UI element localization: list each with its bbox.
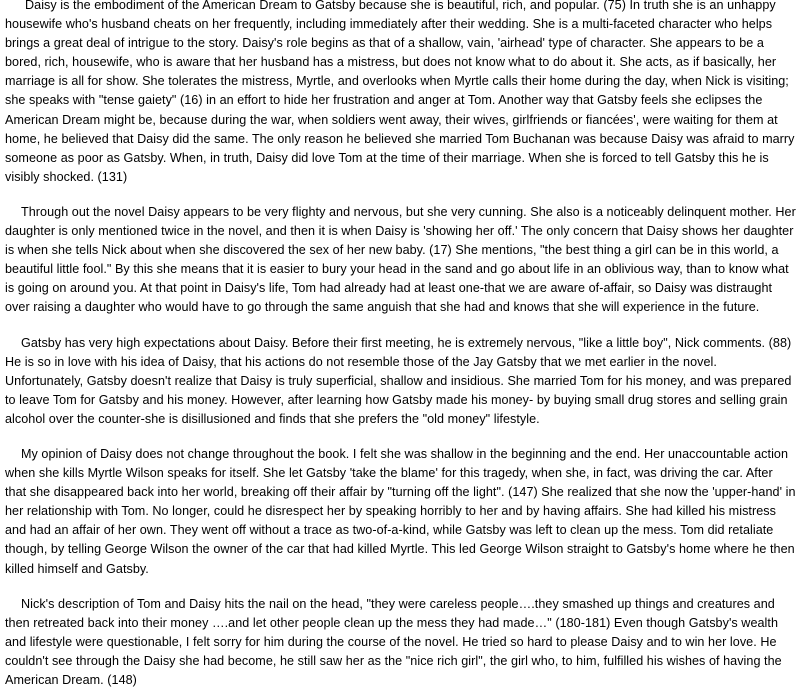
paragraph-gatsby-expectations: Gatsby has very high expectations about Daisy. Before their first meeting, he is extremely nervous, "like a little boy", Nick comments. (88) He is so in love with his idea of Daisy, that his actions do not resemble those of the Jay Gatsby that we met earlier in the novel. Unfortunately, Gatsby doesn't realize that Daisy is truly superficial, shallow and insidious. She married Tom for his money, and was prepared to leave Tom for Gatsby and his money. However, after learning how Gatsby made his money- by buying small drug stores and selling grain alcohol over the counter-she is disillusioned and finds that she prefers the "old money" lifestyle.	[5, 335, 792, 426]
paragraph-gap	[5, 579, 797, 595]
paragraph-gap	[5, 187, 797, 203]
paragraph-gap	[5, 429, 797, 445]
paragraph-daisy-american-dream: Daisy is the embodiment of the American Dream to Gatsby because she is beautiful, rich, and popular. (75) In truth she is an unhappy housewife who's husband cheats on her frequently, including immediately after their wedding. She is a multi-faceted character who helps brings a great deal of intrigue to the story. Daisy's role begins as that of a shallow, vain, 'airhead' type of character. She appears to be a bored, rich, housewife, who is aware that her husband has a mistress, but does not know what to do about it. She acts, as if basically, her marriage is all for show. She tolerates the mistress, Myrtle, and overlooks when Myrtle calls their home during the day, when Nick is visiting; she speaks with "tense gaiety" (16) in an effort to hide her frustration and anger at Tom. Another way that Gatsby feels she eclipses the American Dream might be, because during the war, when soldiers went away, their wives, girlfriends or fiancées', were waiting for them at home, he believed that Daisy did the same. The only reason he believed she married Tom Buchanan was because Daisy was afraid to marry someone as poor as Gatsby. When, in truth, Daisy did love Tom at the time of their marriage. When she is forced to tell Gatsby this he is visibly shocked. (131)	[5, 0, 795, 184]
paragraph-daisy-mother: Through out the novel Daisy appears to be very flighty and nervous, but she very cunning. She also is a noticeably delinquent mother. Her daughter is only mentioned twice in the novel, and then it is when Daisy is 'showing her off.' The only concern that Daisy shows her daughter is when she tells Nick about when she discovered the sex of her new baby. (17) She mentions, "the best thing a girl can be in this world, a beautiful little fool." By this she means that it is easier to bury your head in the sand and go about life in an oblivious way, than to know what is going on around you. At that point in Daisy's life, Tom had already had at least one-that we are aware of-affair, so Daisy was distraught over raising a daughter who would have to go through the same anguish that she had and knows that she will experience in the future.	[5, 204, 796, 315]
paragraph-opinion-of-daisy: My opinion of Daisy does not change throughout the book. I felt she was shallow in the beginning and the end. Her unaccountable action when she kills Myrtle Wilson speaks for itself. She let Gatsby 'take the blame' for this tragedy, when she, in fact, was driving the car. After that she disappeared back into her world, breaking off their affair by "turning off the light". (147) She realized that she now the 'upper-hand' in her relationship with Tom. No longer, could he disrespect her by speaking horribly to her and by having affairs. She had killed his mistress and had an affair of her own. They went off without a trace as two-of-a-kind, while Gatsby was left to clean up the mess. Tom did retaliate though, by telling George Wilson the owner of the car that had killed Myrtle. This led George Wilson straight to Gatsby's home where he then killed himself and Gatsby.	[5, 446, 796, 576]
paragraph-gap	[5, 318, 797, 334]
paragraph-careless-people: Nick's description of Tom and Daisy hits the nail on the head, "they were careless people….they smashed up things and creatures and then retreated back into their money ….and let other people clean up the mess they had made…" (180-181) Even though Gatsby's wealth and lifestyle were questionable, I felt sorry for him during the course of the novel. He tried so hard to please Daisy and to win her love. He couldn't see through the Daisy she had become, he still saw her as the "nice rich girl", the girl who, to him, fulfilled his wishes of having the American Dream. (148)	[5, 596, 782, 687]
